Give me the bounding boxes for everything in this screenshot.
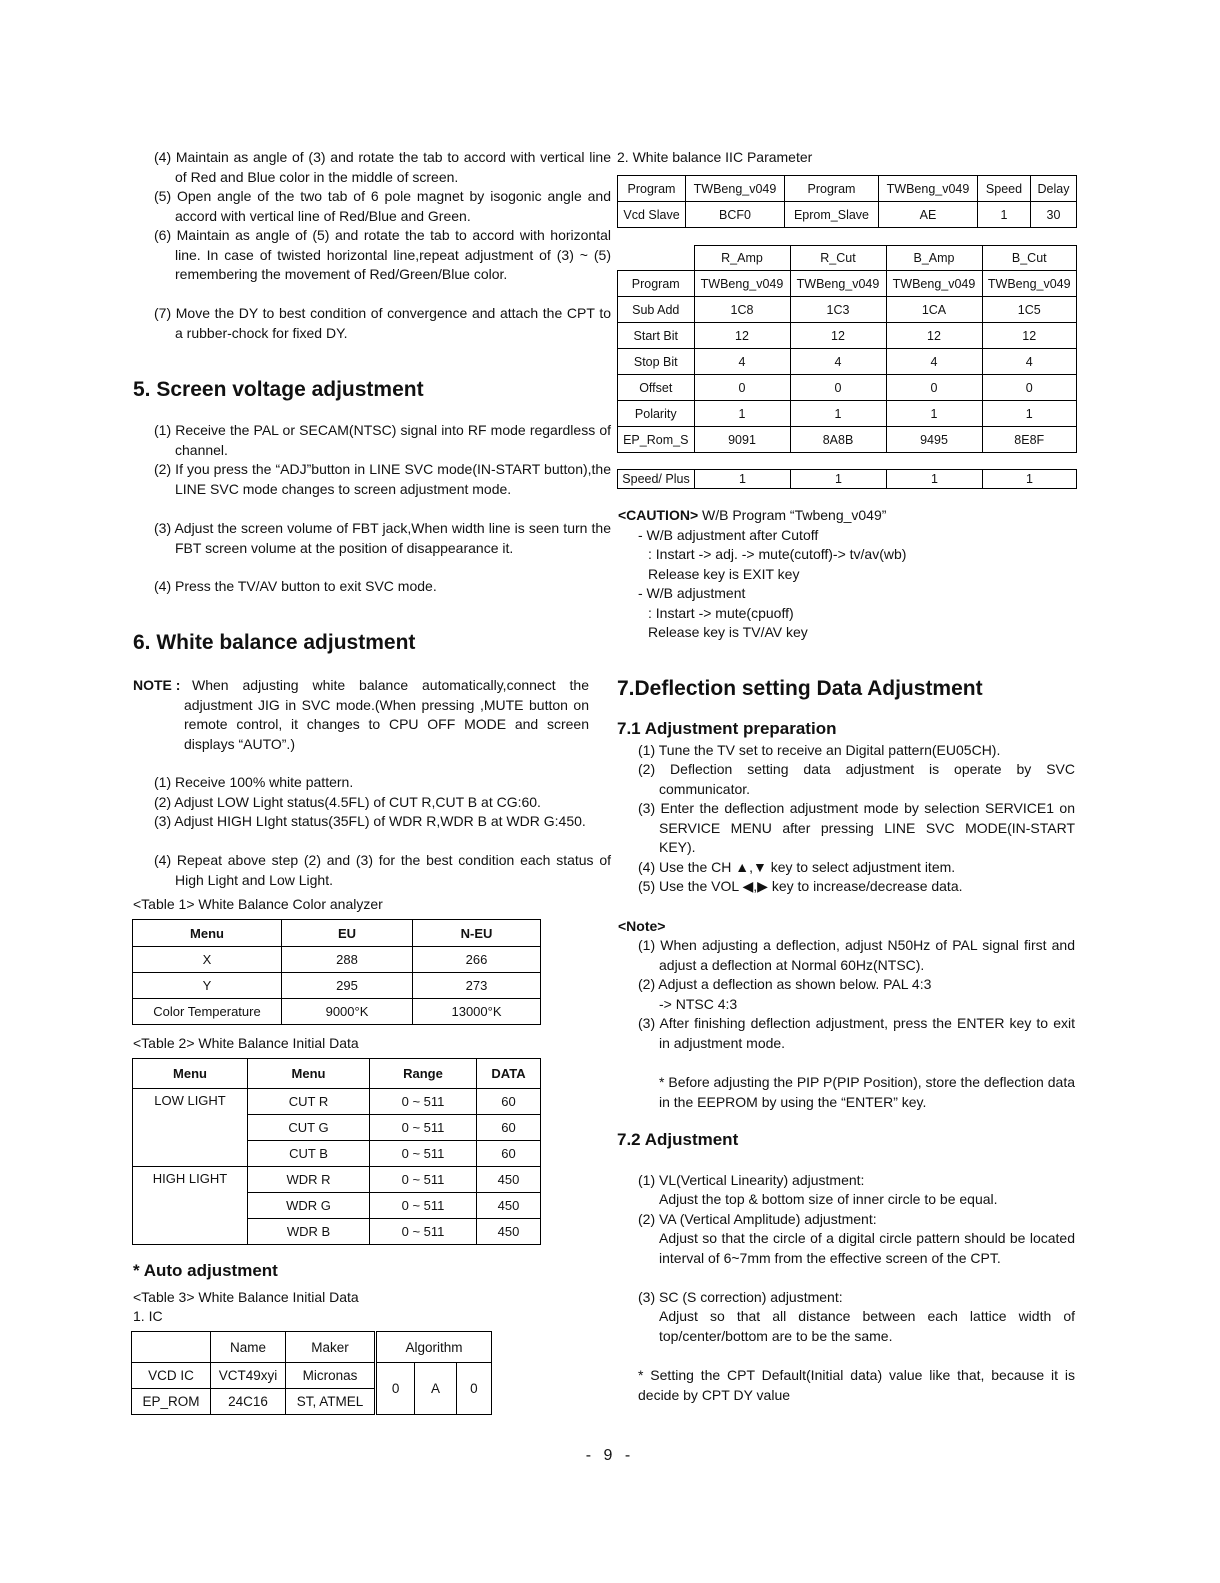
section-7-2-title: 7.2 Adjustment [617,1130,739,1149]
sec5-step-3: (3) Adjust the screen volume of FBT jack,When width line is seen turn the FBT screen volume at the position of disappearance it. [154,520,611,556]
iic-cell: BCF0 [686,202,785,228]
table2-cell: 0 ~ 511 [370,1219,477,1245]
param-cell: 9495 [886,427,982,453]
table2-cell: 450 [477,1193,541,1219]
table2-cell: WDR R [248,1167,370,1193]
param-cell: 0 [790,375,886,401]
caution-line: Release key is TV/AV key [648,624,808,640]
table3-cell: VCT49xyi [211,1363,286,1389]
speed-cell: Speed/ Plus [618,470,695,489]
note2-label: <Note> [618,918,666,934]
sec5-step-4: (4) Press the TV/AV button to exit SVC mode. [154,578,437,594]
table1-header: N-EU [413,920,541,947]
table2-cell: 60 [477,1089,541,1115]
sec72-item-body: Adjust the top & bottom size of inner circle to be equal. [659,1191,998,1207]
final-note: * Setting the CPT Default(Initial data) value like that, because it is decide by CPT DY value [638,1367,1075,1403]
ic-label: 1. IC [133,1308,163,1324]
table2-header: Menu [248,1059,370,1089]
table2-header: Menu [133,1059,248,1089]
table2-cell: CUT B [248,1141,370,1167]
sec6-step-4: (4) Repeat above step (2) and (3) for the best condition each status of High Light and Low Light. [154,852,611,888]
table1-cell: 13000°K [413,999,541,1025]
section-7-1-title: 7.1 Adjustment preparation [617,719,837,738]
sec71-step-2: (2) Deflection setting data adjustment is operate by SVC communicator. [638,761,1075,797]
iic-cell: TWBeng_v049 [686,176,785,202]
sec5-step-1: (1) Receive the PAL or SECAM(NTSC) signal into RF mode regardless of channel. [154,422,611,458]
sec72-item-body: Adjust so that all distance between each lattice width of top/center/bottom are to be the same. [659,1308,1075,1344]
param-header [618,246,695,271]
table1-header: Menu [133,920,282,947]
param-cell: 1 [982,401,1077,427]
param-cell: 8A8B [790,427,886,453]
param-cell: TWBeng_v049 [982,271,1077,297]
iic-caption: 2. White balance IIC Parameter [617,149,813,165]
speed-cell: 1 [791,470,887,489]
table3-cell: 24C16 [211,1389,286,1415]
table2-header: Range [370,1059,477,1089]
sec71-step-3: (3) Enter the deflection adjustment mode by selection SERVICE1 on SERVICE MENU after pressing LINE SVC MODE(IN-START KEY). [638,800,1075,855]
param-cell: 4 [982,349,1077,375]
table2-cell: CUT G [248,1115,370,1141]
param-header: R_Cut [790,246,886,271]
speed-cell: 1 [887,470,983,489]
table3-algo-cell: 0 [376,1363,415,1415]
iic-cell: Vcd Slave [618,202,686,228]
table2-cell: 450 [477,1167,541,1193]
dy-step-4: (4) Maintain as angle of (3) and rotate the tab to accord with vertical line of Red and Blue color in the middle of screen. [154,149,611,185]
table2-cell: 0 ~ 511 [370,1141,477,1167]
param-cell: 9091 [694,427,790,453]
table1-cell: 266 [413,947,541,973]
caution-heading [618,506,1078,526]
iic-cell: 1 [978,202,1031,228]
table2-cell: CUT R [248,1089,370,1115]
param-header: R_Amp [694,246,790,271]
speed-cell: 1 [695,470,791,489]
note-text: When adjusting white balance automatically,connect the adjustment JIG in SVC mode.(When pressing ,MUTE button on remote control, it changes to CPU OFF MODE and screen displays “AUTO”.) [184,677,589,752]
table2-cell: 0 ~ 511 [370,1115,477,1141]
sec71-step-5: (5) Use the VOL ◀,▶ key to increase/decrease data. [638,878,963,894]
sec72-item-body: Adjust so that the circle of a digital circle pattern should be located interval of 6~7mm from the effective screen of the CPT. [659,1230,1075,1266]
param-cell: 1 [790,401,886,427]
sec72-item-head: (2) VA (Vertical Amplitude) adjustment: [638,1211,877,1227]
param-cell: Stop Bit [618,349,695,375]
table3-header: Maker [286,1332,376,1363]
table2-cell: 0 ~ 511 [370,1167,477,1193]
speed-plus-table [617,469,1077,489]
dy-step-7: (7) Move the DY to best condition of convergence and attach the CPT to a rubber-chock for fixed DY. [154,305,611,341]
param-cell: 1 [886,401,982,427]
param-cell: Start Bit [618,323,695,349]
param-cell: 1 [694,401,790,427]
note-label: NOTE : [133,677,181,693]
table3-cell: Micronas [286,1363,376,1389]
note2-step-2: (2) Adjust a deflection as shown below. PAL 4:3 -> NTSC 4:3 [638,976,932,1012]
section-5-title: 5. Screen voltage adjustment [133,378,424,401]
table2-group: LOW LIGHT [133,1089,248,1167]
table2-cell: 0 ~ 511 [370,1193,477,1219]
table3-algo-cell: 0 [456,1363,491,1415]
section-6-title: 6. White balance adjustment [133,631,416,654]
param-table [617,245,1077,453]
note2-star: * Before adjusting the PIP P(PIP Position), store the deflection data in the EEPROM by using the “ENTER” key. [659,1074,1075,1110]
table2-initial-data [132,1058,541,1245]
table2-cell: 0 ~ 511 [370,1089,477,1115]
table2-caption: <Table 2> White Balance Initial Data [133,1035,359,1051]
table3-cell: VCD IC [132,1363,211,1389]
iic-cell: TWBeng_v049 [879,176,978,202]
sec6-step-3: (3) Adjust HIGH LIght status(35FL) of WDR R,WDR B at WDR G:450. [154,813,586,829]
caution-line: - W/B adjustment [638,585,746,601]
param-cell: 4 [694,349,790,375]
table1-cell: 273 [413,973,541,999]
table2-cell: 60 [477,1141,541,1167]
param-cell: 0 [694,375,790,401]
param-cell: EP_Rom_S [618,427,695,453]
param-cell: TWBeng_v049 [694,271,790,297]
param-cell: TWBeng_v049 [790,271,886,297]
table1-cell: Y [133,973,282,999]
table2-cell: 60 [477,1115,541,1141]
sec6-step-2: (2) Adjust LOW Light status(4.5FL) of CUT R,CUT B at CG:60. [154,794,541,810]
param-cell: 1C3 [790,297,886,323]
table3-cell: ST, ATMEL [286,1389,376,1415]
iic-cell: Eprom_Slave [785,202,879,228]
caution-line: : Instart -> adj. -> mute(cutoff)-> tv/av(wb) [648,546,907,562]
iic-cell: AE [879,202,978,228]
param-cell: TWBeng_v049 [886,271,982,297]
table2-cell: 450 [477,1219,541,1245]
sec72-item-head: (1) VL(Vertical Linearity) adjustment: [638,1172,865,1188]
param-cell: 1C5 [982,297,1077,323]
param-cell: 12 [694,323,790,349]
auto-adjustment-title: * Auto adjustment [133,1261,278,1280]
param-cell: 4 [790,349,886,375]
iic-cell: 30 [1031,202,1077,228]
table1-cell: X [133,947,282,973]
table3-header: Name [211,1332,286,1363]
table2-group: HIGH LIGHT [133,1167,248,1245]
param-cell: 12 [790,323,886,349]
table1-cell: 295 [282,973,413,999]
table1-header: EU [282,920,413,947]
param-cell: Sub Add [618,297,695,323]
sec71-step-4: (4) Use the CH ▲,▼ key to select adjustment item. [638,859,956,875]
caution-line: - W/B adjustment after Cutoff [638,527,819,543]
param-header: B_Amp [886,246,982,271]
param-cell: 0 [982,375,1077,401]
table2-cell: WDR G [248,1193,370,1219]
caution-line: Release key is EXIT key [648,566,800,582]
speed-cell: 1 [983,470,1077,489]
param-cell: 12 [982,323,1077,349]
iic-cell: Delay [1031,176,1077,202]
table1-color-analyzer [132,919,541,1025]
caution-label: <CAUTION> [618,507,699,523]
dy-step-5: (5) Open angle of the two tab of 6 pole magnet by isogonic angle and accord with vertical line of Red/Blue and Green. [154,188,611,224]
sec5-step-2: (2) If you press the “ADJ”button in LINE SVC mode(IN-START button),the LINE SVC mode changes to screen adjustment mode. [154,461,611,497]
caution-line: : Instart -> mute(cpuoff) [648,605,794,621]
param-cell: 12 [886,323,982,349]
param-cell: 4 [886,349,982,375]
sec72-item-head: (3) SC (S correction) adjustment: [638,1289,843,1305]
param-cell: 1C8 [694,297,790,323]
iic-cell: Program [785,176,879,202]
note2-step-3: (3) After finishing deflection adjustment, press the ENTER key to exit in adjustment mode. [638,1015,1075,1051]
table1-cell: 288 [282,947,413,973]
table3-header: Algorithm [376,1332,492,1363]
param-cell: 0 [886,375,982,401]
section-7-title: 7.Deflection setting Data Adjustment [617,677,983,700]
table3-cell: EP_ROM [132,1389,211,1415]
param-cell: Offset [618,375,695,401]
table3-header [132,1332,211,1363]
param-cell: 1CA [886,297,982,323]
param-cell: 8E8F [982,427,1077,453]
table2-header: DATA [477,1059,541,1089]
page-number: - 9 - [585,1447,635,1464]
param-cell: Polarity [618,401,695,427]
table1-cell: Color Temperature [133,999,282,1025]
table1-cell: 9000°K [282,999,413,1025]
iic-cell: Speed [978,176,1031,202]
sec71-step-1: (1) Tune the TV set to receive an Digital pattern(EU05CH). [638,742,1001,758]
table2-cell: WDR B [248,1219,370,1245]
table3-ic [131,1331,492,1415]
dy-step-6: (6) Maintain as angle of (5) and rotate the tab to accord with horizontal line. In case of twisted horizontal line,repeat adjustment of (3) ~ (5) remembering the movement of Red/Green/Blue color. [154,227,611,282]
table1-caption: <Table 1> White Balance Color analyzer [133,896,383,912]
table3-algo-cell: A [415,1363,456,1415]
param-header: B_Cut [982,246,1077,271]
note2-step-1: (1) When adjusting a deflection, adjust N50Hz of PAL signal first and adjust a deflection at Normal 60Hz(NTSC). [638,937,1075,973]
sec6-step-1: (1) Receive 100% white pattern. [154,774,354,790]
caution-title: W/B Program “Twbeng_v049” [698,507,887,523]
table3-caption: <Table 3> White Balance Initial Data [133,1289,359,1305]
param-cell: Program [618,271,695,297]
iic-cell: Program [618,176,686,202]
iic-table [617,175,1077,228]
